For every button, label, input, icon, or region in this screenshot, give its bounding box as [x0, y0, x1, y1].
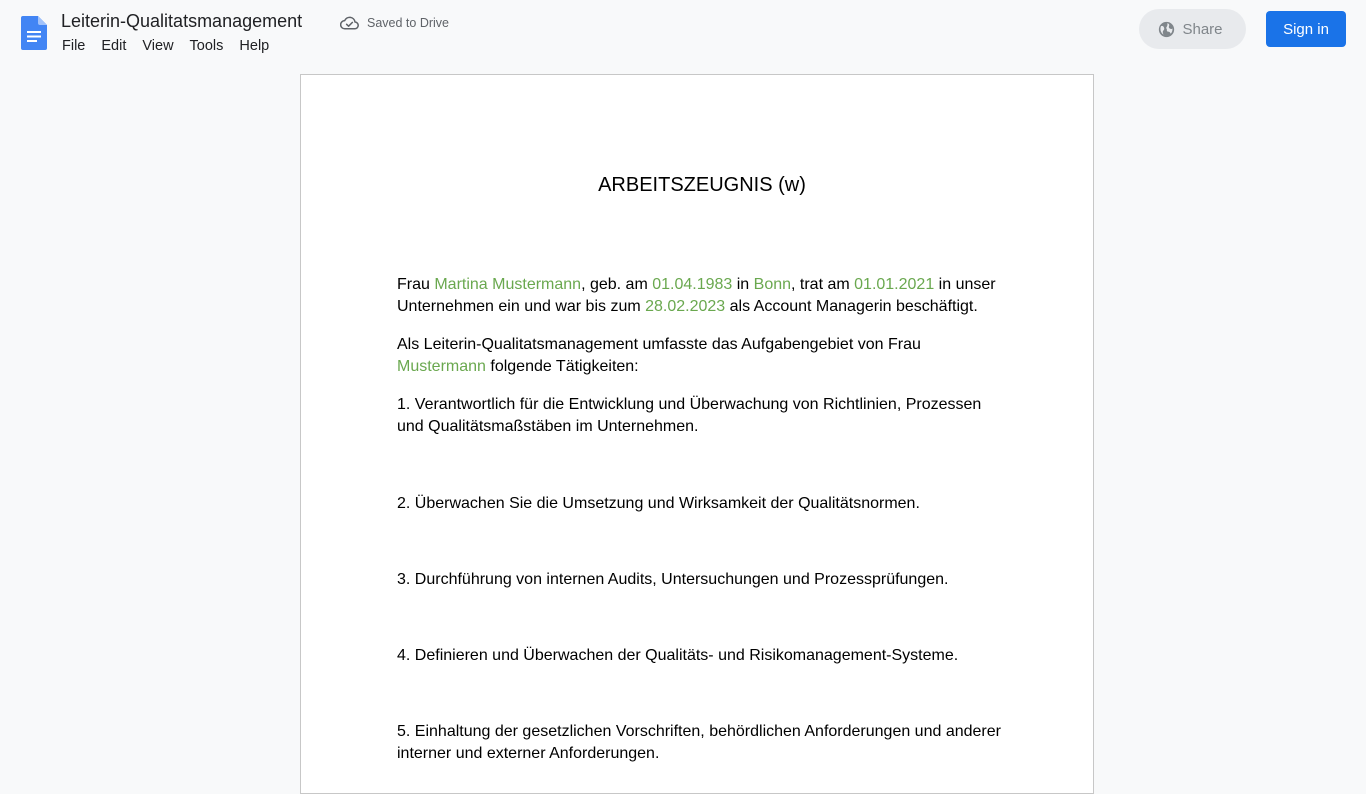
menu-edit[interactable]: Edit [101, 38, 127, 54]
cloud-check-icon [340, 16, 359, 30]
document-page[interactable] [300, 74, 1094, 794]
intro-paragraph [397, 274, 1007, 318]
menu-file[interactable]: File [62, 38, 86, 54]
start-date: 01.01.2021 [854, 276, 935, 293]
top-bar [0, 0, 1366, 62]
birth-date: 01.04.1983 [652, 276, 733, 293]
document-title[interactable]: Leiterin-Qualitatsmanagement [61, 11, 303, 31]
menu-bar [54, 35, 277, 57]
menu-view[interactable]: View [142, 38, 174, 54]
menu-tools[interactable]: Tools [189, 38, 224, 54]
employee-surname: Mustermann [397, 358, 486, 375]
end-date: 28.02.2023 [645, 298, 726, 315]
globe-icon [1158, 21, 1175, 38]
share-button[interactable] [1139, 9, 1246, 49]
intro-text: Frau [397, 276, 435, 293]
google-docs-icon[interactable] [21, 16, 47, 50]
scope-paragraph [397, 334, 1007, 378]
save-status-label: Saved to Drive [367, 16, 449, 30]
intro-text: , trat am [791, 276, 855, 293]
intro-text: als Account Managerin beschäftigt. [725, 298, 978, 315]
share-label: Share [1182, 20, 1223, 38]
menu-help[interactable]: Help [239, 38, 270, 54]
intro-text: , geb. am [581, 276, 653, 293]
intro-text: in unser Unternehmen ein und war bis zum [397, 276, 996, 315]
task-item: 4. Definieren und Überwachen der Qualitäts- und Risikomanagement-Systeme. [397, 647, 959, 664]
scope-text: folgende Tätigkeiten: [485, 358, 639, 375]
task-item: 1. Verantwortlich für die Entwicklung und Überwachung von Richtlinien, Prozessen und Qualitätsmaßstäben im Unternehmen. [397, 396, 982, 435]
task-item: 5. Einhaltung der gesetzlichen Vorschriften, behördlichen Anforderungen und anderer interner und externer Anforderungen. [397, 723, 1001, 762]
birth-city: Bonn [753, 276, 792, 293]
sign-in-button[interactable]: Sign in [1266, 11, 1346, 47]
task-item: 3. Durchführung von internen Audits, Untersuchungen und Prozessprüfungen. [397, 571, 949, 588]
document-heading: ARBEITSZEUGNIS (w) [598, 174, 806, 196]
save-status[interactable] [340, 13, 449, 33]
scope-text: Als Leiterin-Qualitatsmanagement umfasste das Aufgabengebiet von Frau [397, 336, 921, 353]
task-item: 2. Überwachen Sie die Umsetzung und Wirksamkeit der Qualitätsnormen. [397, 495, 920, 512]
intro-text: in [732, 276, 754, 293]
employee-name: Martina Mustermann [434, 276, 582, 293]
